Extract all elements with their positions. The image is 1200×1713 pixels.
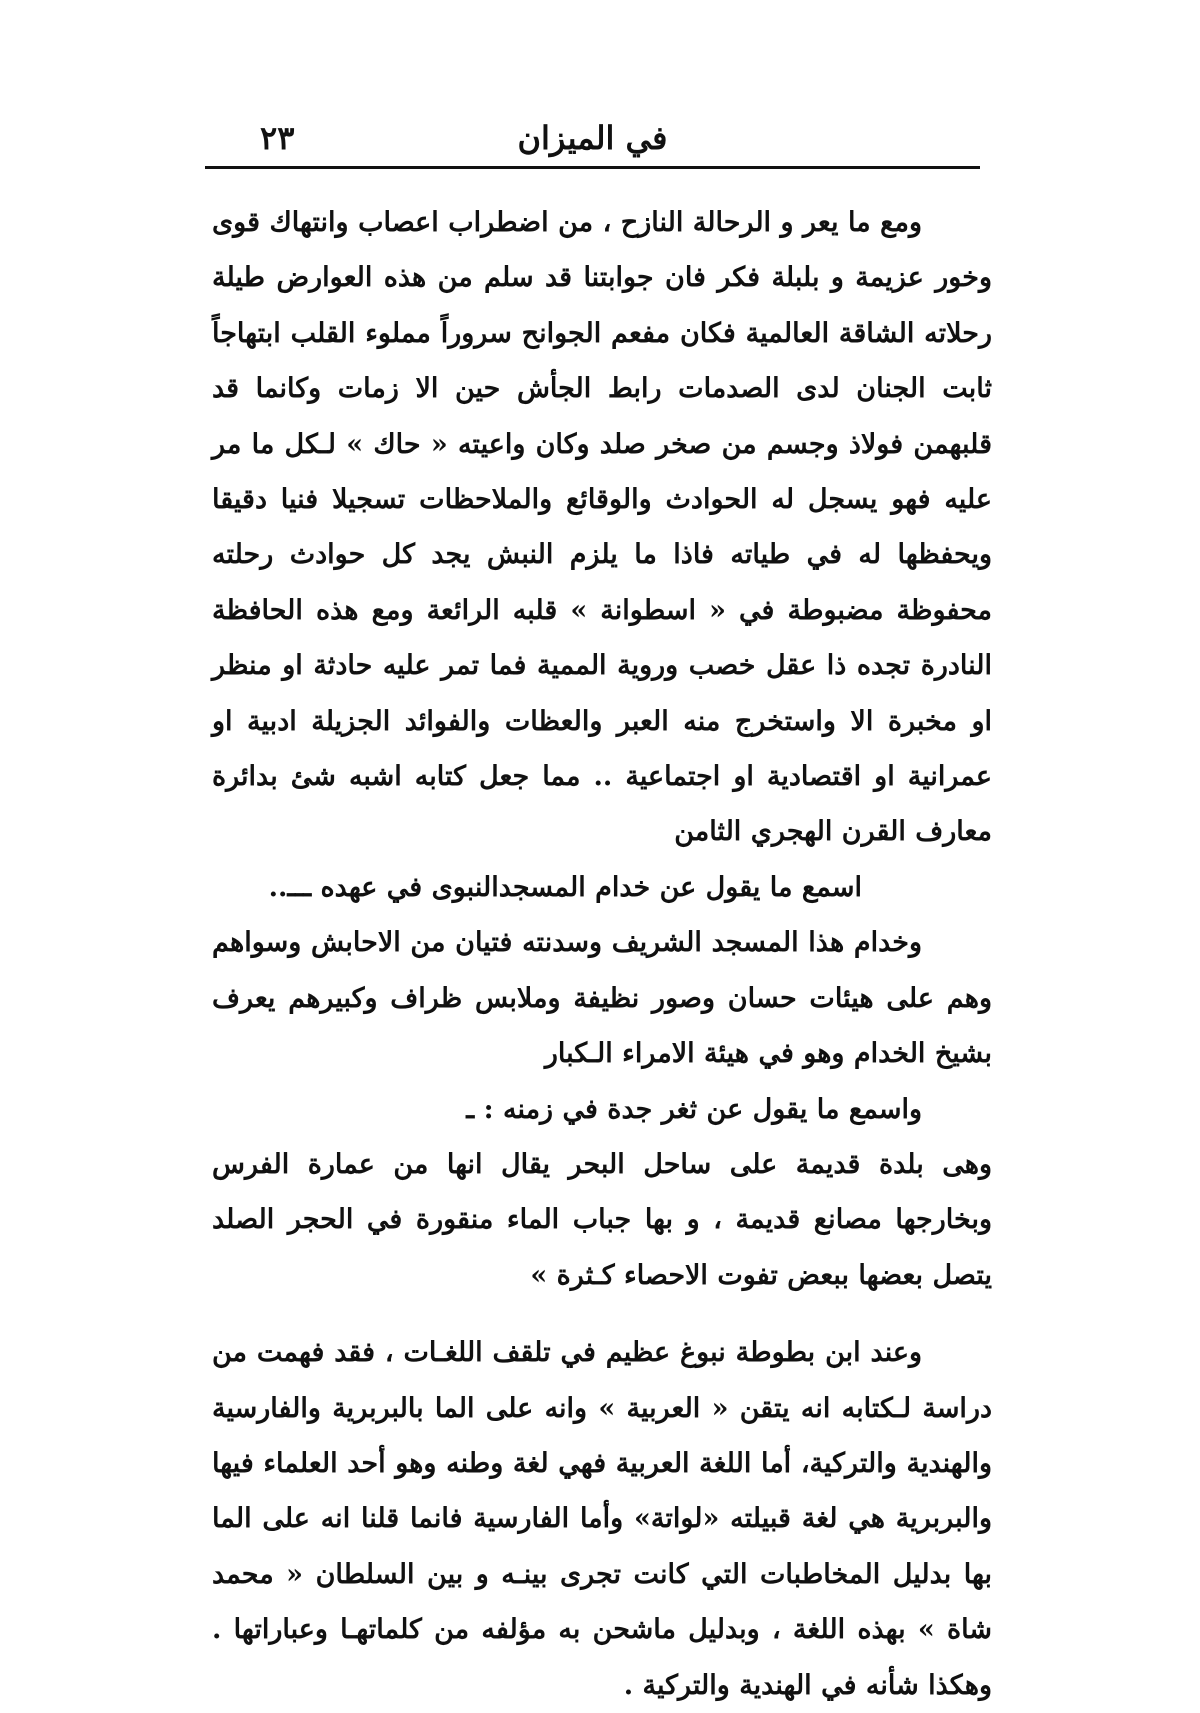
paragraph: وعند ابن بطوطة نبوغ عظيم في تلقف اللغـات ، فقد فهمت من دراسة لـكتابه انه يتقن « العربية » وانه على الما بالبربرية والفارسية والهندية والتركية، أما اللغة العربية فهي لغة وطنه وهو أحد العلماء فيها والبربرية هي لغة قبيلته «لواتة» وأما الفارسية فانما قلنا انه على الما بها بدليل المخاطبات التي كانت تجرى بينـه و بين السلطان « محمد شاة » بهذه اللغة ، وبدليل ماشحن به مؤلفه من كلماتهـا وعباراتها . وهكذا شأنه في الهندية والتركية . (212, 1337, 992, 1701)
paragraph: وهى بلدة قديمة على ساحل البحر يقال انها من عمارة الفرس وبخارجها مصانع قديمة ، و بها جباب الماء منقورة في الحجر الصلد يتصل بعضها ببعض تفوت الاحصاء كـثرة » (212, 1148, 992, 1291)
paragraph: واسمع ما يقول عن ثغر جدة في زمنه : ـ (466, 1093, 922, 1125)
header-rule (205, 166, 980, 169)
running-title: في الميزان (517, 119, 668, 157)
page-number: ٢٣ (260, 119, 295, 157)
paragraph: اسمع ما يقول عن خدام المسجدالنبوى في عهده ـــ.. (268, 871, 862, 903)
paragraph: وخدام هذا المسجد الشريف وسدنته فتيان من الاحابش وسواهم وهم على هيئات حسان وصور نظيفة وملابس ظراف وكبيرهم يعرف بشيخ الخدام وهو في هيئة الامراء الـكبار (212, 927, 992, 1070)
page-header (205, 112, 980, 164)
body-text (212, 195, 992, 1713)
paragraph: ومع ما يعر و الرحالة النازح ، من اضطراب اعصاب وانتهاك قوى وخور عزيمة و بلبلة فكر فان جوابتنا قد سلم من هذه العوارض طيلة رحلاته الشاقة العالمية فكان مفعم الجوانح سروراً مملوء القلب ابتهاجاً ثابت الجنان لدى الصدمات رابط الجأش حين الا زمات وكانما قد قلبهمن فولاذ وجسم من صخر صلد وكان واعيته « حاك » لـكل ما مر عليه فهو يسجل له الحوادث والوقائع والملاحظات تسجيلا فنيا دقيقا ويحفظها له في طياته فاذا ما يلزم النبش يجد كل حوادث رحلته محفوظة مضبوطة في « اسطوانة » قلبه الرائعة ومع هذه الحافظة النادرة تجده ذا عقل خصب وروية الممية فما تمر عليه حادثة او منظر او مخبرة الا واستخرج منه العبر والعظات والفوائد الجزيلة ادبية او عمرانية او اقتصادية او اجتماعية .. مما جعل كتابه اشبه شئ بدائرة معارف القرن الهجري الثامن (212, 207, 992, 848)
